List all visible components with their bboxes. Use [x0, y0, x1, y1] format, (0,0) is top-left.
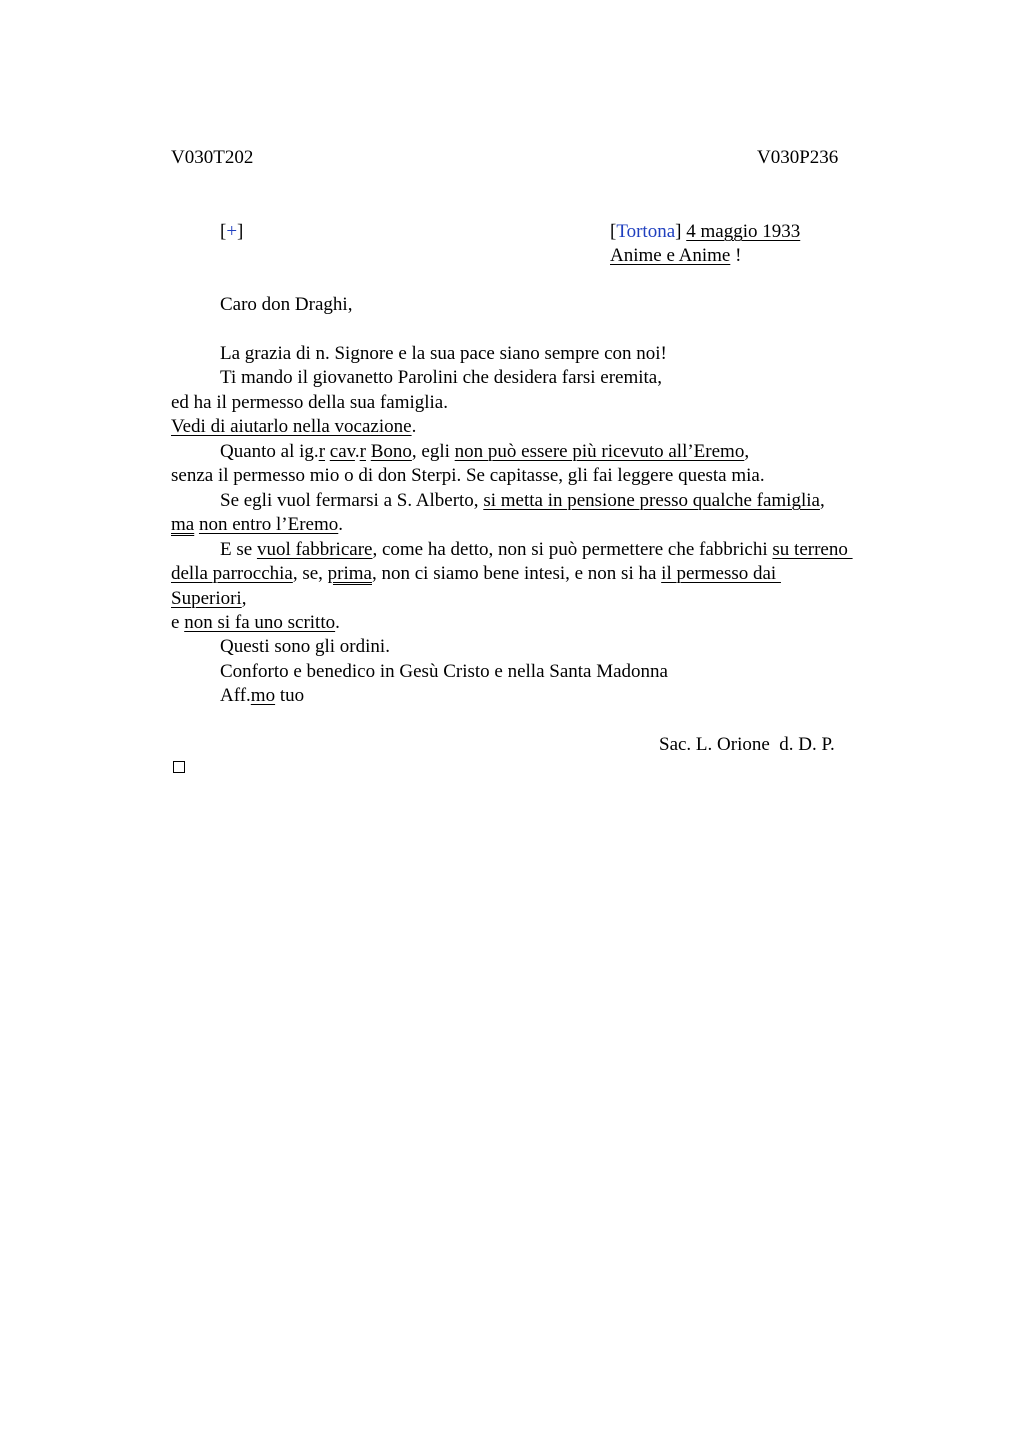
motto: Anime e Anime !: [610, 245, 742, 266]
salutation: Caro don Draghi,: [220, 294, 353, 315]
paragraph-3: Vedi di aiutarlo nella vocazione.: [171, 416, 417, 437]
place-and-date: [Tortona] 4 maggio 1933: [610, 221, 801, 242]
paragraph-5-line-2: ma non entro l’Eremo.: [171, 514, 344, 535]
paragraph-6-line-1: E se vuol fabbricare, come ha detto, non si può permettere che fabbrichi su terreno: [220, 539, 853, 560]
empty-square-icon: [173, 761, 185, 773]
paragraph-4-line-2: senza il permesso mio o di don Sterpi. Se capitasse, gli fai leggere questa mia.: [171, 465, 765, 486]
paragraph-8: Conforto e benedico in Gesù Cristo e nella Santa Madonna: [220, 661, 668, 682]
paragraph-5-line-1: Se egli vuol fermarsi a S. Alberto, si metta in pensione presso qualche famiglia,: [220, 490, 825, 511]
paragraph-6-line-4: e non si fa uno scritto.: [171, 612, 340, 633]
signature: Sac. L. Orione d. D. P.: [659, 734, 835, 755]
paragraph-2-line-1: Ti mando il giovanetto Parolini che desidera farsi eremita,: [220, 367, 662, 388]
document-code-right: V030P236: [757, 147, 839, 168]
closing: Aff.mo tuo: [220, 685, 305, 706]
paragraph-6-line-2: della parrocchia, se, prima, non ci siamo bene intesi, e non si ha il permesso dai: [171, 563, 781, 584]
cross-mark: [+]: [220, 221, 244, 242]
paragraph-7: Questi sono gli ordini.: [220, 636, 390, 657]
letter-date: 4 maggio 1933: [686, 221, 801, 242]
paragraph-1: La grazia di n. Signore e la sua pace siano sempre con noi!: [220, 343, 667, 364]
place-name: Tortona: [616, 221, 676, 242]
document-code-left: V030T202: [171, 147, 254, 168]
paragraph-2-line-2: ed ha il permesso della sua famiglia.: [171, 392, 448, 413]
paragraph-4-line-1: Quanto al ig.r cav.r Bono, egli non può essere più ricevuto all’Eremo,: [220, 441, 750, 462]
paragraph-6-line-3: Superiori,: [171, 588, 247, 609]
